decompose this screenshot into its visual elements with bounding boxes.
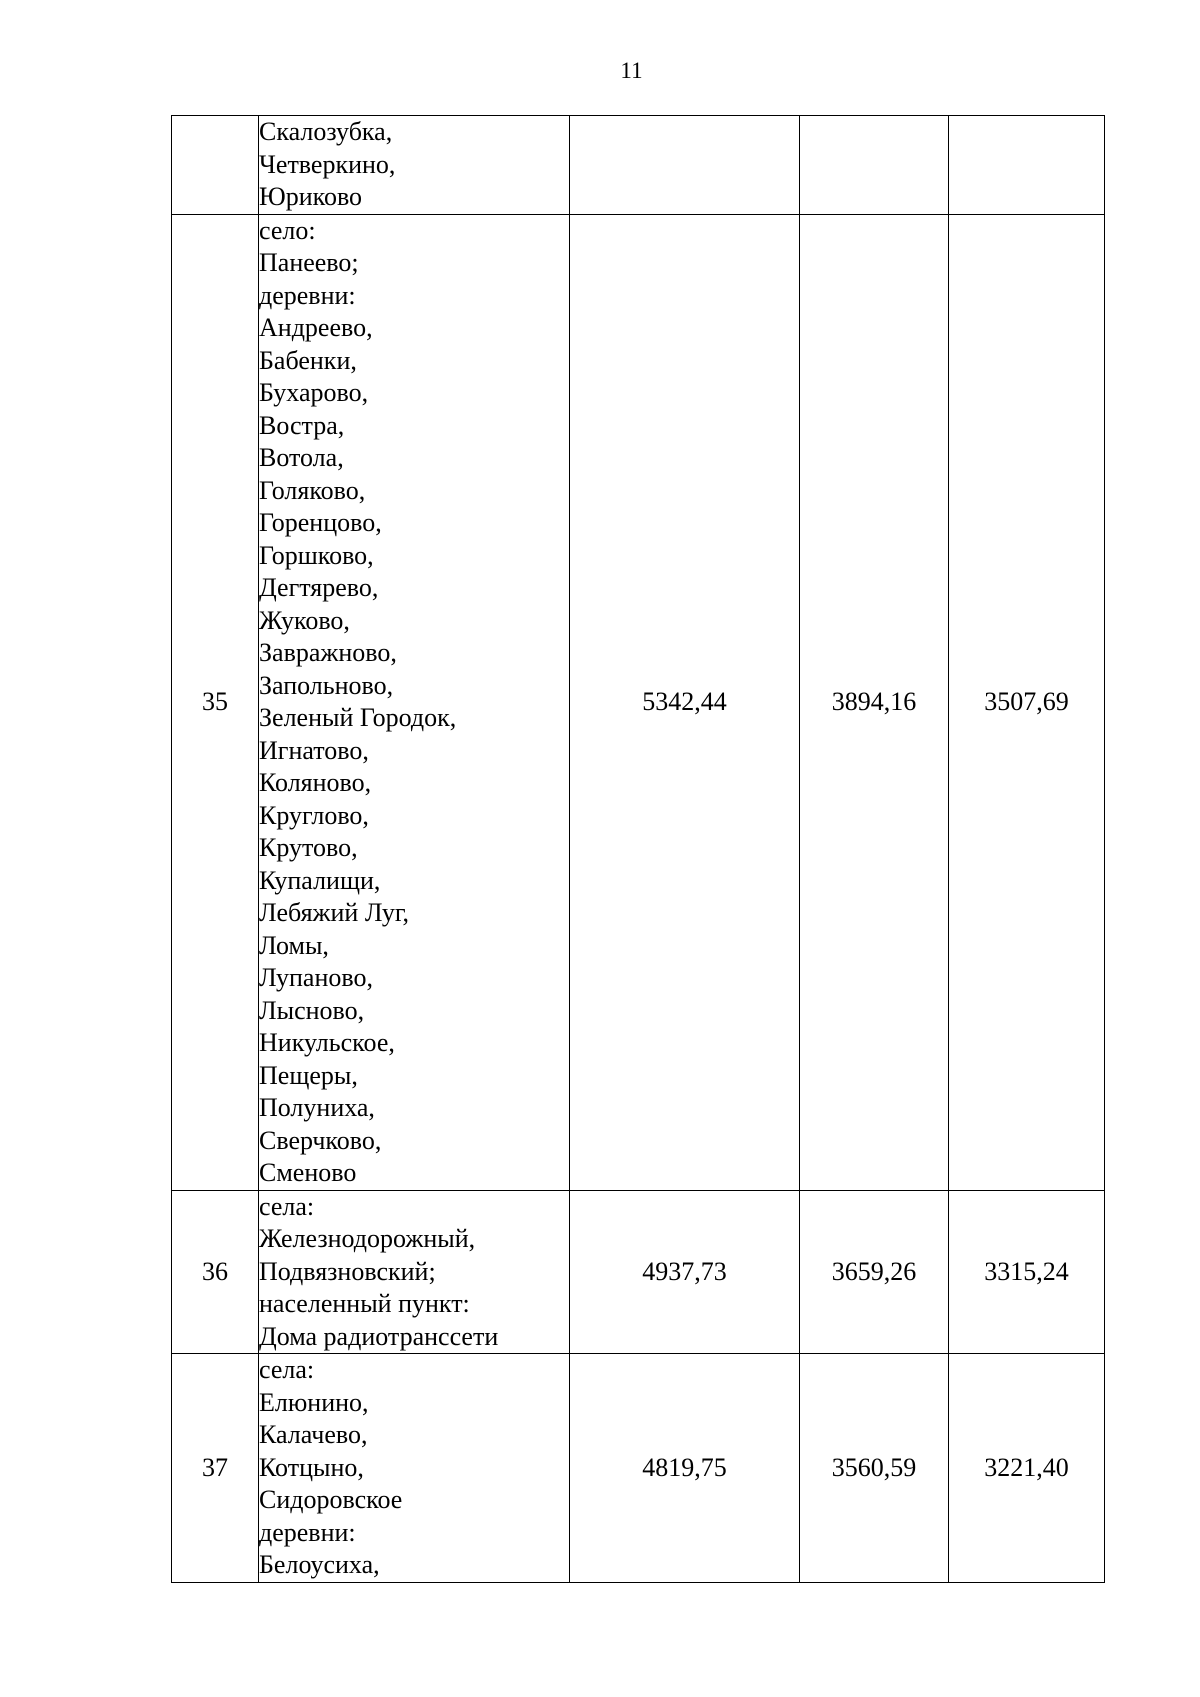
settlement-name: Панеево; [259,248,359,277]
settlement-name: села: [259,1355,315,1384]
settlement-name: Сидоровское [259,1485,403,1514]
settlement-name: села: [259,1191,315,1221]
settlement-name: Ломы, [259,930,329,960]
settlements-cell [259,116,570,215]
settlement-name: Вотола, [259,443,344,472]
table-row [172,1190,1105,1354]
settlement-name: село: [259,215,316,245]
settlement-name: Лысново, [259,995,365,1025]
value-cell-v1: 4937,73 [570,1190,800,1354]
tariff-table [171,115,1105,1583]
settlement-name: Бухарово, [259,378,369,407]
value-cell-v2: 3560,59 [800,1354,949,1583]
value-cell-v2 [800,116,949,215]
settlement-name: Полуниха, [259,1093,375,1122]
value-cell-v2: 3659,26 [800,1190,949,1354]
table-row [172,116,1105,215]
table-body [172,116,1105,1583]
settlement-name: Зеленый Городок, [259,703,457,732]
settlements-cell [259,1354,570,1583]
settlement-name: Сменово [259,1158,357,1187]
value-cell-v1: 4819,75 [570,1354,800,1583]
settlement-name: Железнодорожный, [259,1224,476,1253]
settlement-name: Котцыно, [259,1452,364,1482]
table-row [172,214,1105,1190]
row-number-cell: 35 [172,214,259,1190]
settlement-name: Крутово, [259,833,358,862]
value-cell-v3 [949,116,1105,215]
table-row [172,1354,1105,1583]
settlement-name: Игнатово, [259,735,369,765]
settlement-name: деревни: [259,280,356,310]
value-cell-v2: 3894,16 [800,214,949,1190]
settlement-name: Калачево, [259,1420,368,1449]
settlement-name: Круглово, [259,800,369,830]
value-cell-v3: 3507,69 [949,214,1105,1190]
settlement-name: Андреево, [259,313,373,342]
settlement-name: Четверкино, [259,149,396,179]
settlement-name: Лупаново, [259,963,373,992]
page-number: 11 [620,58,643,83]
settlement-name: Дегтярево, [259,573,379,602]
settlement-name: деревни: [259,1517,356,1547]
value-cell-v3: 3315,24 [949,1190,1105,1354]
settlements-cell [259,214,570,1190]
settlement-name: Лебяжий Луг, [259,898,410,927]
settlement-name: населенный пункт: [259,1289,470,1318]
settlement-name: Дома радиотранссети [259,1321,499,1351]
settlement-name: Жуково, [259,605,350,635]
settlement-name: Купалищи, [259,865,381,895]
settlement-name: Белоусиха, [259,1550,380,1579]
settlement-name: Скалозубка, [259,117,393,146]
settlement-name: Востра, [259,410,345,440]
settlement-name: Голяково, [259,475,366,505]
value-cell-v1 [570,116,800,215]
settlement-name: Елюнино, [259,1387,369,1417]
settlement-name: Запольново, [259,670,394,700]
settlement-name: Пещеры, [259,1060,358,1090]
value-cell-v1: 5342,44 [570,214,800,1190]
settlements-cell [259,1190,570,1354]
settlement-name: Коляново, [259,768,372,797]
settlement-name: Сверчково, [259,1125,382,1155]
value-cell-v3: 3221,40 [949,1354,1105,1583]
settlement-name: Никульское, [259,1028,395,1057]
settlement-name: Горшково, [259,540,374,570]
row-number-cell [172,116,259,215]
settlement-name: Юриково [259,182,363,211]
row-number-cell: 37 [172,1354,259,1583]
settlement-name: Завражново, [259,638,397,667]
settlement-name: Бабенки, [259,345,357,375]
settlement-name: Подвязновский; [259,1256,436,1286]
settlement-name: Горенцово, [259,508,382,537]
row-number-cell: 36 [172,1190,259,1354]
